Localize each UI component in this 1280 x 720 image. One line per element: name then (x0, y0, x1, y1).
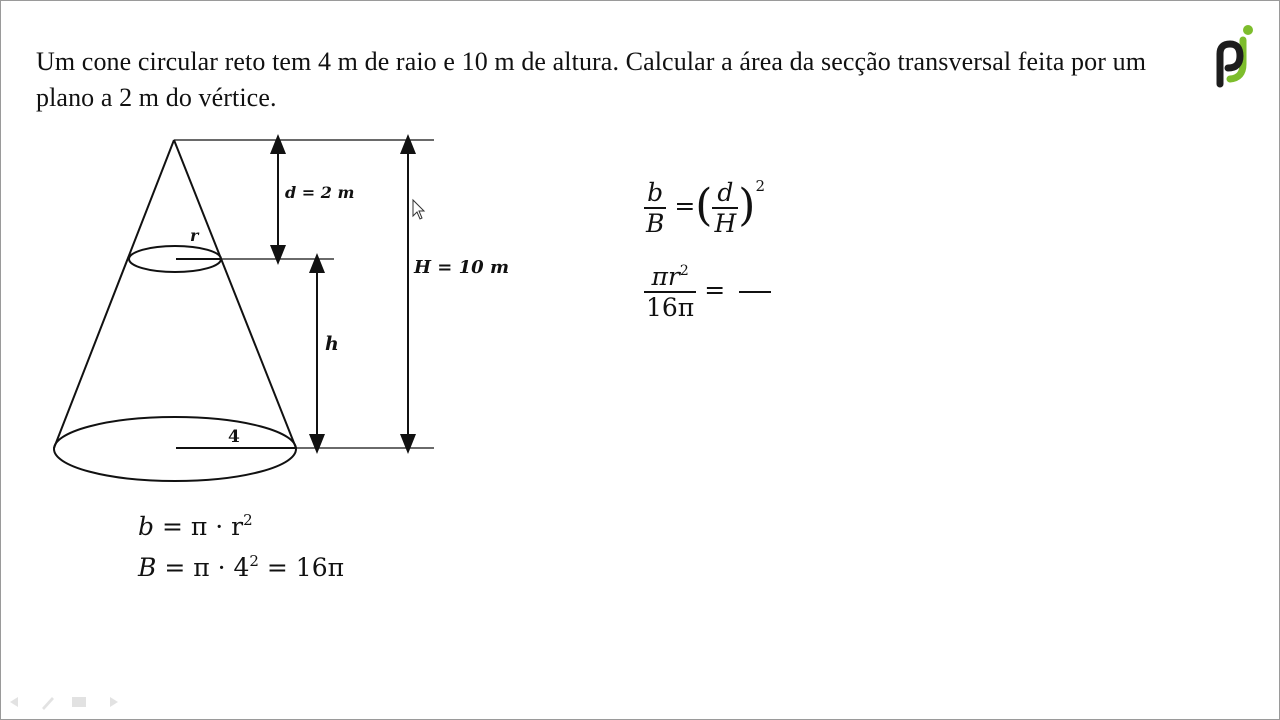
cursor-icon (413, 200, 424, 219)
logo-icon (1212, 24, 1256, 88)
equation-B: $B = \pi \cdot 4^2 = 16\pi$ (138, 552, 345, 582)
problem-statement: Um cone circular reto tem 4 m de raio e 10 m de altura. Calcular a área da secção transversal feita por um plano a 2 m do vértice. (36, 47, 1147, 112)
menu-icon (72, 697, 86, 707)
ratio-equation: $\frac{b}{B}$ =( $\frac{d}{H}$ )$^2$ (646, 176, 765, 238)
d-label: d = 2 m (285, 183, 355, 202)
pen-icon (42, 697, 54, 710)
cone-side-left (54, 140, 174, 448)
arrow-icon (10, 697, 18, 707)
arrow-icon (110, 697, 118, 707)
H-label: H = 10 m (414, 257, 509, 278)
r-label: r (190, 226, 199, 245)
radius-label: 4 (228, 427, 240, 447)
equation-b: $b = \pi \cdot r^2$ (138, 511, 253, 541)
h-label: h (325, 333, 339, 355)
presentation-toolbar[interactable] (8, 694, 120, 710)
area-equation: $\frac{\pi r^2}{16\pi}$ = (644, 262, 771, 322)
empty-fraction-bar (739, 291, 771, 293)
